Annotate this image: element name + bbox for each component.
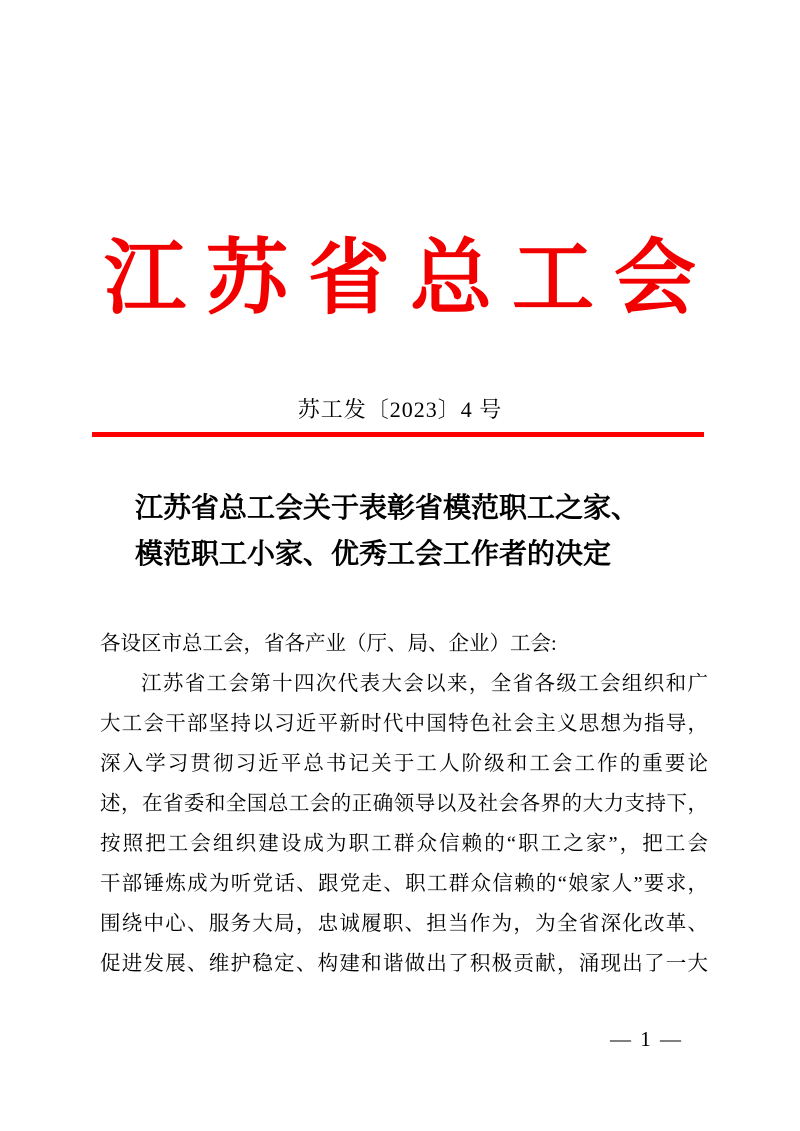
- body-line: 围绕中心、服务大局，忠诚履职、担当作为，为全省深化改革、: [100, 913, 708, 935]
- body-line: 述，在省委和全国总工会的正确领导以及社会各界的大力支持下，: [100, 793, 708, 815]
- body-line: 深入学习贯彻习近平总书记关于工人阶级和工会工作的重要论: [100, 753, 708, 775]
- document-title-line-2: 模范职工小家、优秀工会工作者的决定: [135, 539, 612, 570]
- body-line: 按照把工会组织建设成为职工群众信赖的“职工之家”，把工会: [100, 833, 708, 855]
- document-title: [135, 486, 665, 578]
- page-number: — 1 —: [610, 1027, 683, 1051]
- body-line: 江苏省工会第十四次代表大会以来，全省各级工会组织和广: [141, 673, 708, 695]
- salutation-line: 各设区市总工会，省各产业（厅、局、企业）工会:: [100, 633, 557, 655]
- document-number: 苏工发〔2023〕4 号: [297, 397, 503, 422]
- document-body: [100, 624, 708, 984]
- issuing-org-title: 江苏省总工会: [103, 233, 716, 324]
- body-line: 大工会干部坚持以习近平新时代中国特色社会主义思想为指导，: [100, 713, 708, 735]
- red-separator-rule: [92, 432, 704, 437]
- document-title-line-1: 江苏省总工会关于表彰省模范职工之家、: [135, 493, 640, 524]
- body-line: 促进发展、维护稳定、构建和谐做出了积极贡献，涌现出了一大: [100, 953, 708, 975]
- body-line: 干部锤炼成为听党话、跟党走、职工群众信赖的“娘家人”要求，: [100, 873, 708, 895]
